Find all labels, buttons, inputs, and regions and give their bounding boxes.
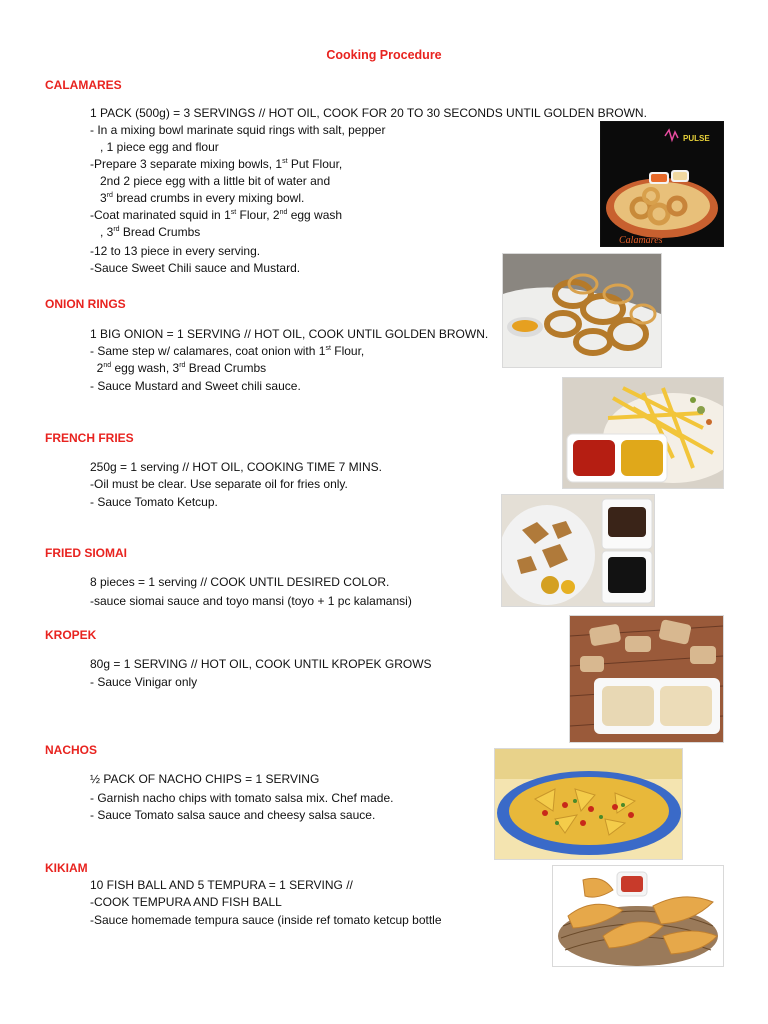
onion-rings-line-3: 2nd egg wash, 3rd Bread Crumbs: [90, 361, 267, 375]
calamares-line-5: 2nd 2 piece egg with a little bit of water and: [90, 174, 331, 188]
nachos-line-1: ½ PACK OF NACHO CHIPS = 1 SERVING: [90, 772, 320, 786]
calamares-line-9: -12 to 13 piece in every serving.: [90, 244, 261, 258]
page-title: Cooking Procedure: [326, 48, 442, 62]
calamares-logo: PULSE: [683, 134, 710, 143]
onion-rings-photo: [502, 253, 662, 368]
calamares-line-6: 3rd bread crumbs in every mixing bowl.: [90, 191, 305, 205]
fried-siomai-line-1: 8 pieces = 1 serving // COOK UNTIL DESIRED COLOR.: [90, 575, 390, 589]
french-fries-line-2: -Oil must be clear. Use separate oil for fries only.: [90, 477, 348, 491]
kropek-photo: [569, 615, 724, 743]
french-fries-photo: [562, 377, 724, 489]
kikiam-line-2: -COOK TEMPURA AND FISH BALL: [90, 895, 282, 909]
french-fries-line-1: 250g = 1 serving // HOT OIL, COOKING TIME 7 MINS.: [90, 460, 382, 474]
section-heading-french-fries: FRENCH FRIES: [45, 431, 134, 445]
nachos-photo: [494, 748, 683, 860]
nachos-line-3: - Sauce Tomato salsa sauce and cheesy salsa sauce.: [90, 808, 376, 822]
onion-rings-line-4: - Sauce Mustard and Sweet chili sauce.: [90, 379, 301, 393]
calamares-caption: Calamares: [619, 235, 663, 246]
kikiam-line-3: -Sauce homemade tempura sauce (inside ref tomato ketcup bottle: [90, 913, 442, 927]
calamares-line-10: -Sauce Sweet Chili sauce and Mustard.: [90, 261, 301, 275]
calamares-photo: [600, 121, 724, 247]
kikiam-line-1: 10 FISH BALL AND 5 TEMPURA = 1 SERVING //: [90, 878, 353, 892]
nachos-line-2: - Garnish nacho chips with tomato salsa mix. Chef made.: [90, 791, 394, 805]
calamares-line-1: 1 PACK (500g) = 3 SERVINGS // HOT OIL, COOK FOR 20 TO 30 SECONDS UNTIL GOLDEN BROWN.: [90, 106, 647, 120]
french-fries-line-3: - Sauce Tomato Ketcup.: [90, 495, 218, 509]
onion-rings-line-2: - Same step w/ calamares, coat onion with 1st Flour,: [90, 344, 365, 358]
section-heading-kropek: KROPEK: [45, 628, 97, 642]
calamares-line-8: , 3rd Bread Crumbs: [90, 225, 201, 239]
kropek-line-1: 80g = 1 SERVING // HOT OIL, COOK UNTIL KROPEK GROWS: [90, 657, 432, 671]
fried-siomai-photo: [501, 494, 655, 607]
kropek-line-2: - Sauce Vinigar only: [90, 675, 198, 689]
onion-rings-line-1: 1 BIG ONION = 1 SERVING // HOT OIL, COOK UNTIL GOLDEN BROWN.: [90, 327, 489, 341]
calamares-line-2: - In a mixing bowl marinate squid rings with salt, pepper: [90, 123, 386, 137]
calamares-line-3: , 1 piece egg and flour: [90, 140, 219, 154]
section-heading-kikiam: KIKIAM: [45, 861, 88, 875]
calamares-line-7: -Coat marinated squid in 1st Flour, 2nd egg wash: [90, 208, 343, 222]
fried-siomai-line-2: -sauce siomai sauce and toyo mansi (toyo + 1 pc kalamansi): [90, 594, 412, 608]
section-heading-onion-rings: ONION RINGS: [45, 297, 126, 311]
kikiam-photo: [552, 865, 724, 967]
section-heading-fried-siomai: FRIED SIOMAI: [45, 546, 128, 560]
section-heading-calamares: CALAMARES: [45, 78, 122, 92]
section-heading-nachos: NACHOS: [45, 743, 98, 757]
calamares-line-4: -Prepare 3 separate mixing bowls, 1st Put Flour,: [90, 157, 343, 171]
